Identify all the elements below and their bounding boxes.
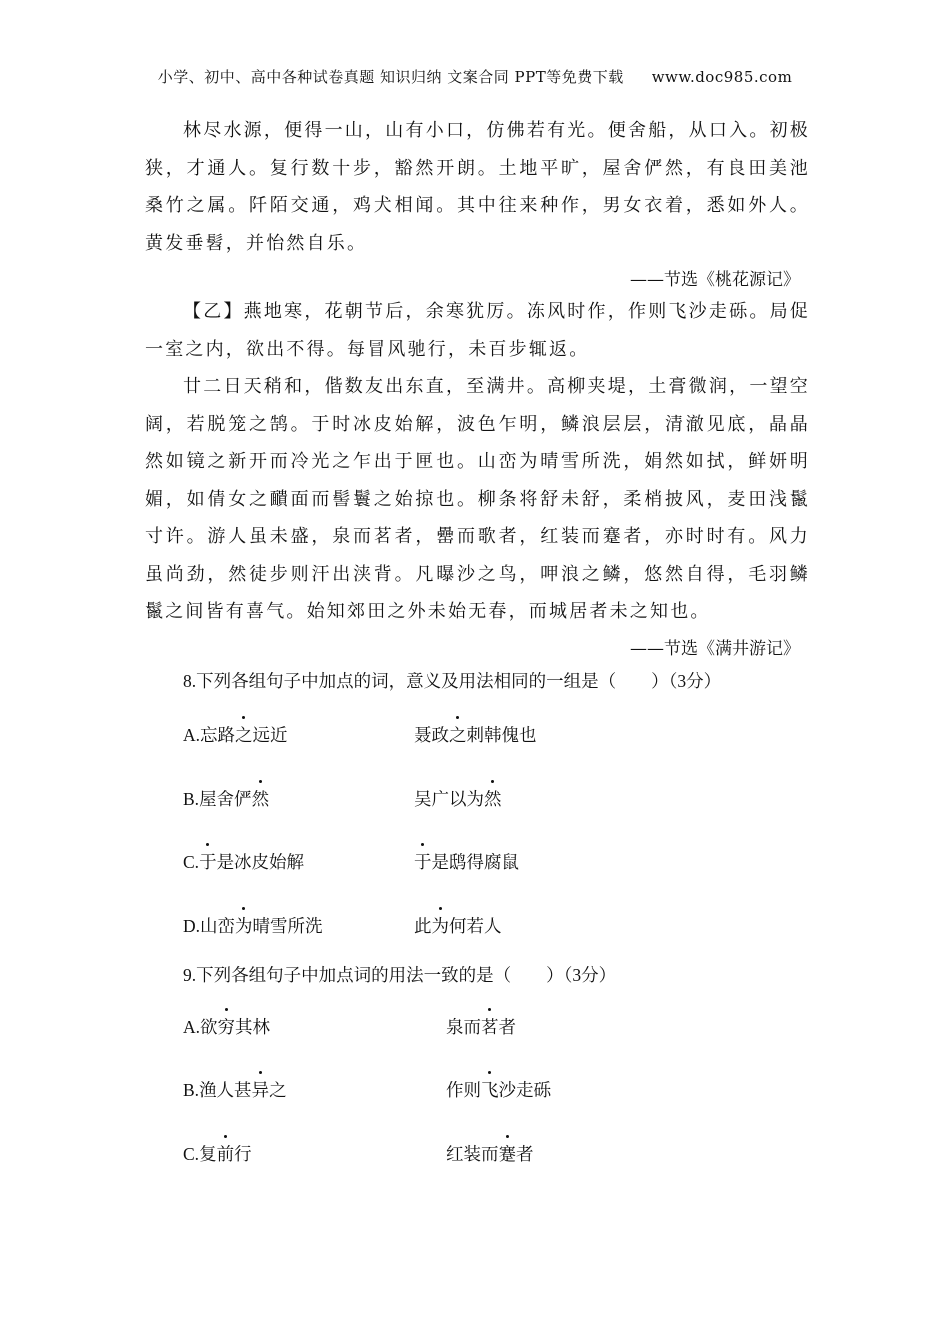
option-text: 吴广以为	[414, 789, 484, 809]
q8-option-b-right	[414, 786, 502, 811]
dotted-word: 然	[484, 789, 502, 809]
option-text: 复	[199, 1144, 217, 1164]
dotted-word: 穷	[217, 1017, 236, 1037]
option-text: 屋舍俨	[199, 789, 252, 809]
passage-yi-source: ——节选《满井游记》	[630, 639, 800, 659]
q8-option-d-left	[183, 913, 323, 938]
option-text: 者	[516, 1144, 534, 1164]
option-text: 红装而	[446, 1144, 499, 1164]
dotted-word: 然	[251, 789, 270, 809]
option-text: 者	[498, 1017, 516, 1037]
q9-option-a-left	[183, 1014, 270, 1039]
dotted-word: 为	[431, 916, 449, 936]
option-text: 此	[414, 916, 432, 936]
passage-jia	[145, 112, 810, 262]
dotted-word: 蹇	[498, 1144, 516, 1164]
option-text: 作则	[446, 1080, 481, 1100]
option-text: 欲	[200, 1017, 218, 1037]
q8-option-d-right	[414, 913, 502, 938]
q9-option-b-right	[446, 1077, 551, 1102]
dotted-word: 异	[251, 1080, 270, 1100]
header-slogan: 小学、初中、高中各种试卷真题 知识归纳 文案合同 PPT等免费下载	[157, 68, 624, 86]
passage-yi	[145, 293, 810, 631]
dotted-word: 之	[449, 725, 467, 745]
dotted-word: 为	[235, 916, 253, 936]
option-label: C.	[183, 852, 200, 872]
q8-option-a-right	[414, 722, 537, 747]
dotted-word: 之	[235, 725, 253, 745]
question-8-stem: 8.下列各组句子中加点的词，意义及用法相同的一组是（ ）（3分）	[183, 671, 722, 691]
passage-jia-text: 林尽水源，便得一山，山有小口，仿佛若有光。便舍船，从口入。初极狭，才通人。复行数十步，豁然开朗。土地平旷，屋舍俨然，有良田美池桑竹之属。阡陌交通，鸡犬相闻。其中往来种作，男女衣着，悉如外人。黄发垂髫，并怡然自乐。	[145, 120, 810, 254]
option-label: C.	[183, 1144, 200, 1164]
option-label: A.	[183, 725, 201, 745]
option-text: 聂政	[414, 725, 449, 745]
dotted-word: 前	[216, 1144, 235, 1164]
option-text: 山峦	[200, 916, 236, 936]
q8-option-a-left	[183, 722, 288, 747]
dotted-word: 飞	[481, 1080, 499, 1100]
option-text: 之	[269, 1080, 287, 1100]
q8-option-b-left	[183, 786, 269, 811]
q9-option-c-left	[183, 1141, 252, 1166]
header-site-url: www.doc985.com	[651, 68, 793, 86]
option-text: 忘路	[200, 725, 236, 745]
option-text: 何若人	[449, 916, 502, 936]
q8-option-c-right	[414, 849, 519, 874]
option-label: A.	[183, 1017, 201, 1037]
dotted-word: 于	[199, 852, 217, 872]
option-text: 远近	[252, 725, 288, 745]
question-9-stem: 9.下列各组句子中加点词的用法一致的是（ ）（3分）	[183, 965, 617, 985]
option-label: B.	[183, 789, 200, 809]
dotted-word: 于	[414, 852, 432, 872]
q8-option-c-left	[183, 849, 304, 874]
passage-yi-paragraph-2: 廿二日天稍和，偕数友出东直，至满井。高柳夹堤，土膏微润，一望空阔，若脱笼之鹄。于时冰皮始解，波色乍明，鳞浪层层，清澈见底，晶晶然如镜之新开而冷光之乍出于匣也。山峦为晴雪所洗，娟然如拭，鲜妍明媚，如倩女之靧面而髻鬟之始掠也。柳条将舒未舒，柔梢披风，麦田浅鬣寸许。游人虽未盛，泉而茗者，罍而歌者，红装而蹇者，亦时时有。风力虽尚劲，然徒步则汗出浃背。凡曝沙之鸟，呷浪之鳞，悠然自得，毛羽鳞鬣之间皆有喜气。始知郊田之外未始无春，而城居者未之知也。	[145, 376, 810, 622]
option-text: 其林	[235, 1017, 271, 1037]
passage-yi-paragraph-1: 【乙】燕地寒，花朝节后，余寒犹厉。冻风时作，作则飞沙走砾。局促一室之内，欲出不得。每冒风驰行，未百步辄返。	[145, 301, 810, 360]
option-text: 渔人甚	[199, 1080, 252, 1100]
passage-jia-source: ——节选《桃花源记》	[630, 270, 800, 290]
dotted-word: 茗	[481, 1017, 499, 1037]
option-text: 沙走砾	[498, 1080, 551, 1100]
q9-option-c-right	[446, 1141, 534, 1166]
option-text: 是鸱得腐鼠	[431, 852, 519, 872]
option-text: 晴雪所洗	[252, 916, 323, 936]
option-text: 刺韩傀也	[466, 725, 537, 745]
q9-option-b-left	[183, 1077, 287, 1102]
page-header	[0, 66, 950, 87]
option-label: D.	[183, 916, 201, 936]
option-text: 行	[234, 1144, 252, 1164]
option-text: 是冰皮始解	[216, 852, 305, 872]
q9-option-a-right	[446, 1014, 516, 1039]
option-label: B.	[183, 1080, 200, 1100]
option-text: 泉而	[446, 1017, 481, 1037]
